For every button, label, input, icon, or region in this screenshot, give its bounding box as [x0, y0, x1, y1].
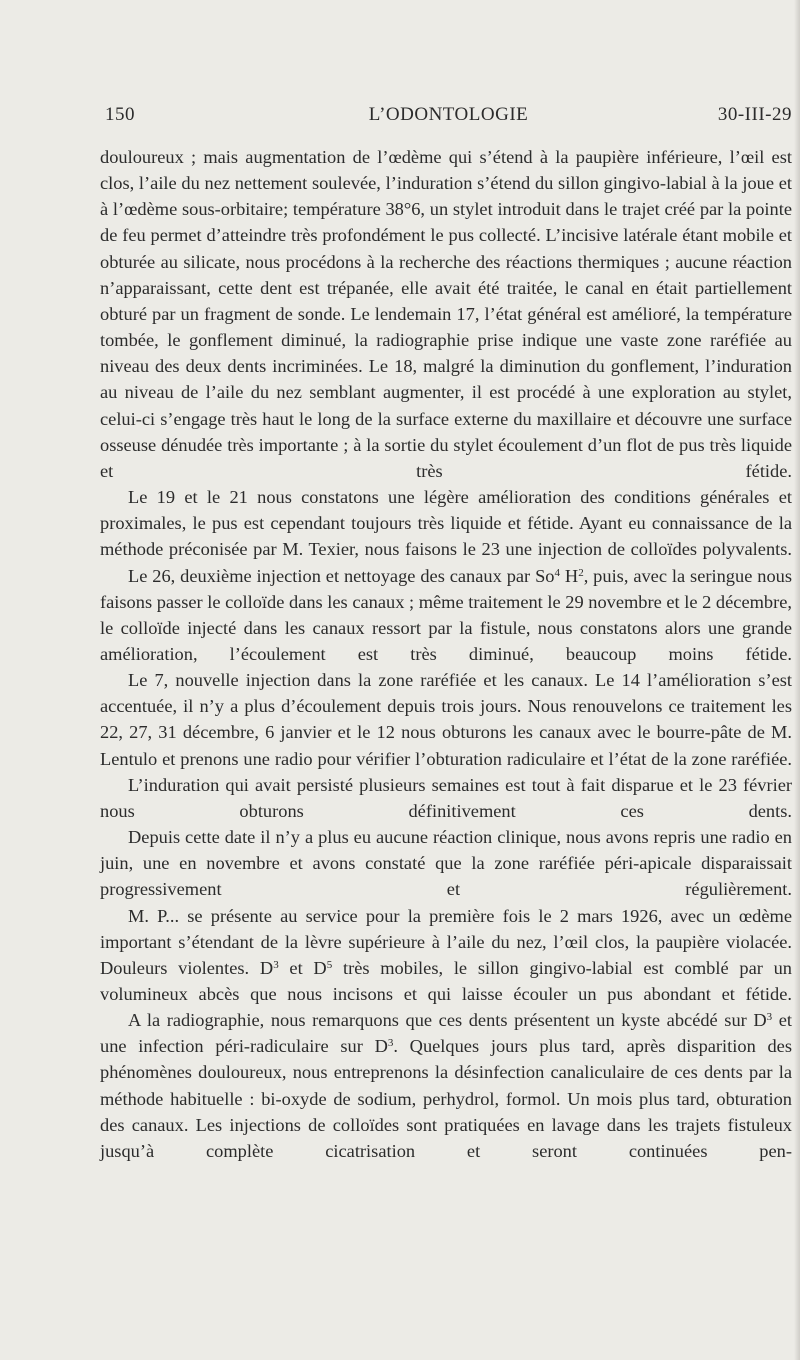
running-header: [105, 104, 792, 132]
superscript-2: 2: [578, 566, 584, 579]
paragraph-7-text-a: M. P... se présente au service pour la première fois le 2 mars 1926, avec un œdème important s’étendant de la lèvre supérieure à l’aile du nez, l’œil clos, la paupière violacée. Douleurs violentes. D: [100, 905, 792, 978]
superscript-3: 3: [273, 958, 279, 971]
superscript-3a: 3: [766, 1011, 773, 1024]
paragraph-3-text-c: , puis, avec la seringue nous faisons passer le colloïde dans les canaux ; même traitement le 29 novembre et le 2 décembre, le colloïde injecté dans les canaux ressort par la fistule, nous constatons alors une grande amélioration, l’écoulement est très diminué, beaucoup moins fétide.: [100, 565, 792, 664]
page-edge-shadow: [794, 0, 800, 1360]
superscript-4: 4: [554, 566, 560, 579]
page-number: 150: [105, 104, 135, 125]
paragraph-7-text-c: très mobiles, le sillon gingivo-labial est comblé par un volumineux abcès que nous incisons et qui laisse écouler un pus abondant et fétide.: [100, 957, 792, 1004]
paragraph-5: L’induration qui avait persisté plusieurs semaines est tout à fait disparue et le 23 février nous obturons définitivement ces dents.: [100, 774, 792, 821]
paragraph-3: [100, 563, 792, 668]
issue-date: 30-III-29: [717, 104, 792, 125]
paragraph-8-text-b: et une infection péri-radiculaire sur D: [100, 1010, 792, 1057]
journal-title: L’ODONTOLOGIE: [368, 104, 529, 125]
paragraph-1: douloureux ; mais augmentation de l’œdème qui s’étend à la paupière inférieure, l’œil est clos, l’aile du nez nettement soulevée, l’induration s’étend du sillon gingivo-labial à la joue et à l’œdème sous-orbitaire; température 38°6, un stylet introduit dans le trajet créé par la pointe de feu permet d’atteindre très profondément le pus collecté. L’incisive latérale étant mobile et obturée au silicate, nous procédons à la recherche des réactions thermiques ; aucune réaction n’apparaissant, cette dent est trépanée, elle avait été traitée, le canal en était partiellement obturé par un fragment de sonde. Le lendemain 17, l’état général est amélioré, la température tombée, le gonflement diminué, la radiographie prise indique une vaste zone raréfiée au niveau des deux dents incriminées. Le 18, malgré la diminution du gonflement, l’induration au niveau de l’aile du nez semblant augmenter, il est procédé à une exploration au stylet, celui-ci s’engage très haut le long de la surface externe du maxillaire et découvre une surface osseuse dénudée très importante ; à la sortie du stylet écoulement d’un flot de pus très liquide et très fétide.: [100, 147, 792, 481]
paragraph-7-text-b: et D: [278, 957, 327, 978]
paragraph-4: Le 7, nouvelle injection dans la zone raréfiée et les canaux. Le 14 l’amélioration s’est accentuée, il n’y a plus d’écoulement depuis trois jours. Nous renouvelons ce traitement les 22, 27, 31 décembre, 6 janvier et le 12 nous obturons les canaux avec le bourre-pâte de M. Lentulo et prenons une radio pour vérifier l’obturation radiculaire et l’état de la zone raréfiée.: [100, 670, 792, 769]
paragraph-8-text-a: A la radiographie, nous remarquons que ces dents présentent un kyste abcédé sur D: [128, 1010, 767, 1031]
superscript-5: 5: [326, 958, 333, 971]
paragraph-8: [100, 1007, 792, 1164]
paragraph-3-text-b: H: [560, 565, 579, 586]
article-body: [100, 144, 792, 1164]
paragraph-7: [100, 903, 792, 1008]
paragraph-3-text-a: Le 26, deuxième injection et nettoyage des canaux par So: [128, 565, 555, 586]
paragraph-2: Le 19 et le 21 nous constatons une légère amélioration des conditions générales et proximales, le pus est cependant toujours très liquide et fétide. Ayant eu connaissance de la méthode préconisée par M. Texier, nous faisons le 23 une injection de colloïdes polyvalents.: [100, 487, 792, 560]
paragraph-6: Depuis cette date il n’y a plus eu aucune réaction clinique, nous avons repris une radio en juin, une en novembre et avons constaté que la zone raréfiée péri-apicale disparaissait progressivement et régulièrement.: [100, 827, 792, 900]
superscript-3b: 3: [387, 1037, 394, 1050]
paragraph-8-text-c: . Quelques jours plus tard, après disparition des phénomènes douloureux, nous entreprenons la désinfection canaliculaire de ces dents par la méthode habituelle : bi-oxyde de sodium, perhydrol, formol. Un mois plus tard, obturation des canaux. Les injections de colloïdes sont pratiquées en lavage dans les trajets fistuleux jusqu’à complète cicatrisation et seront continuées pen-: [100, 1036, 792, 1161]
